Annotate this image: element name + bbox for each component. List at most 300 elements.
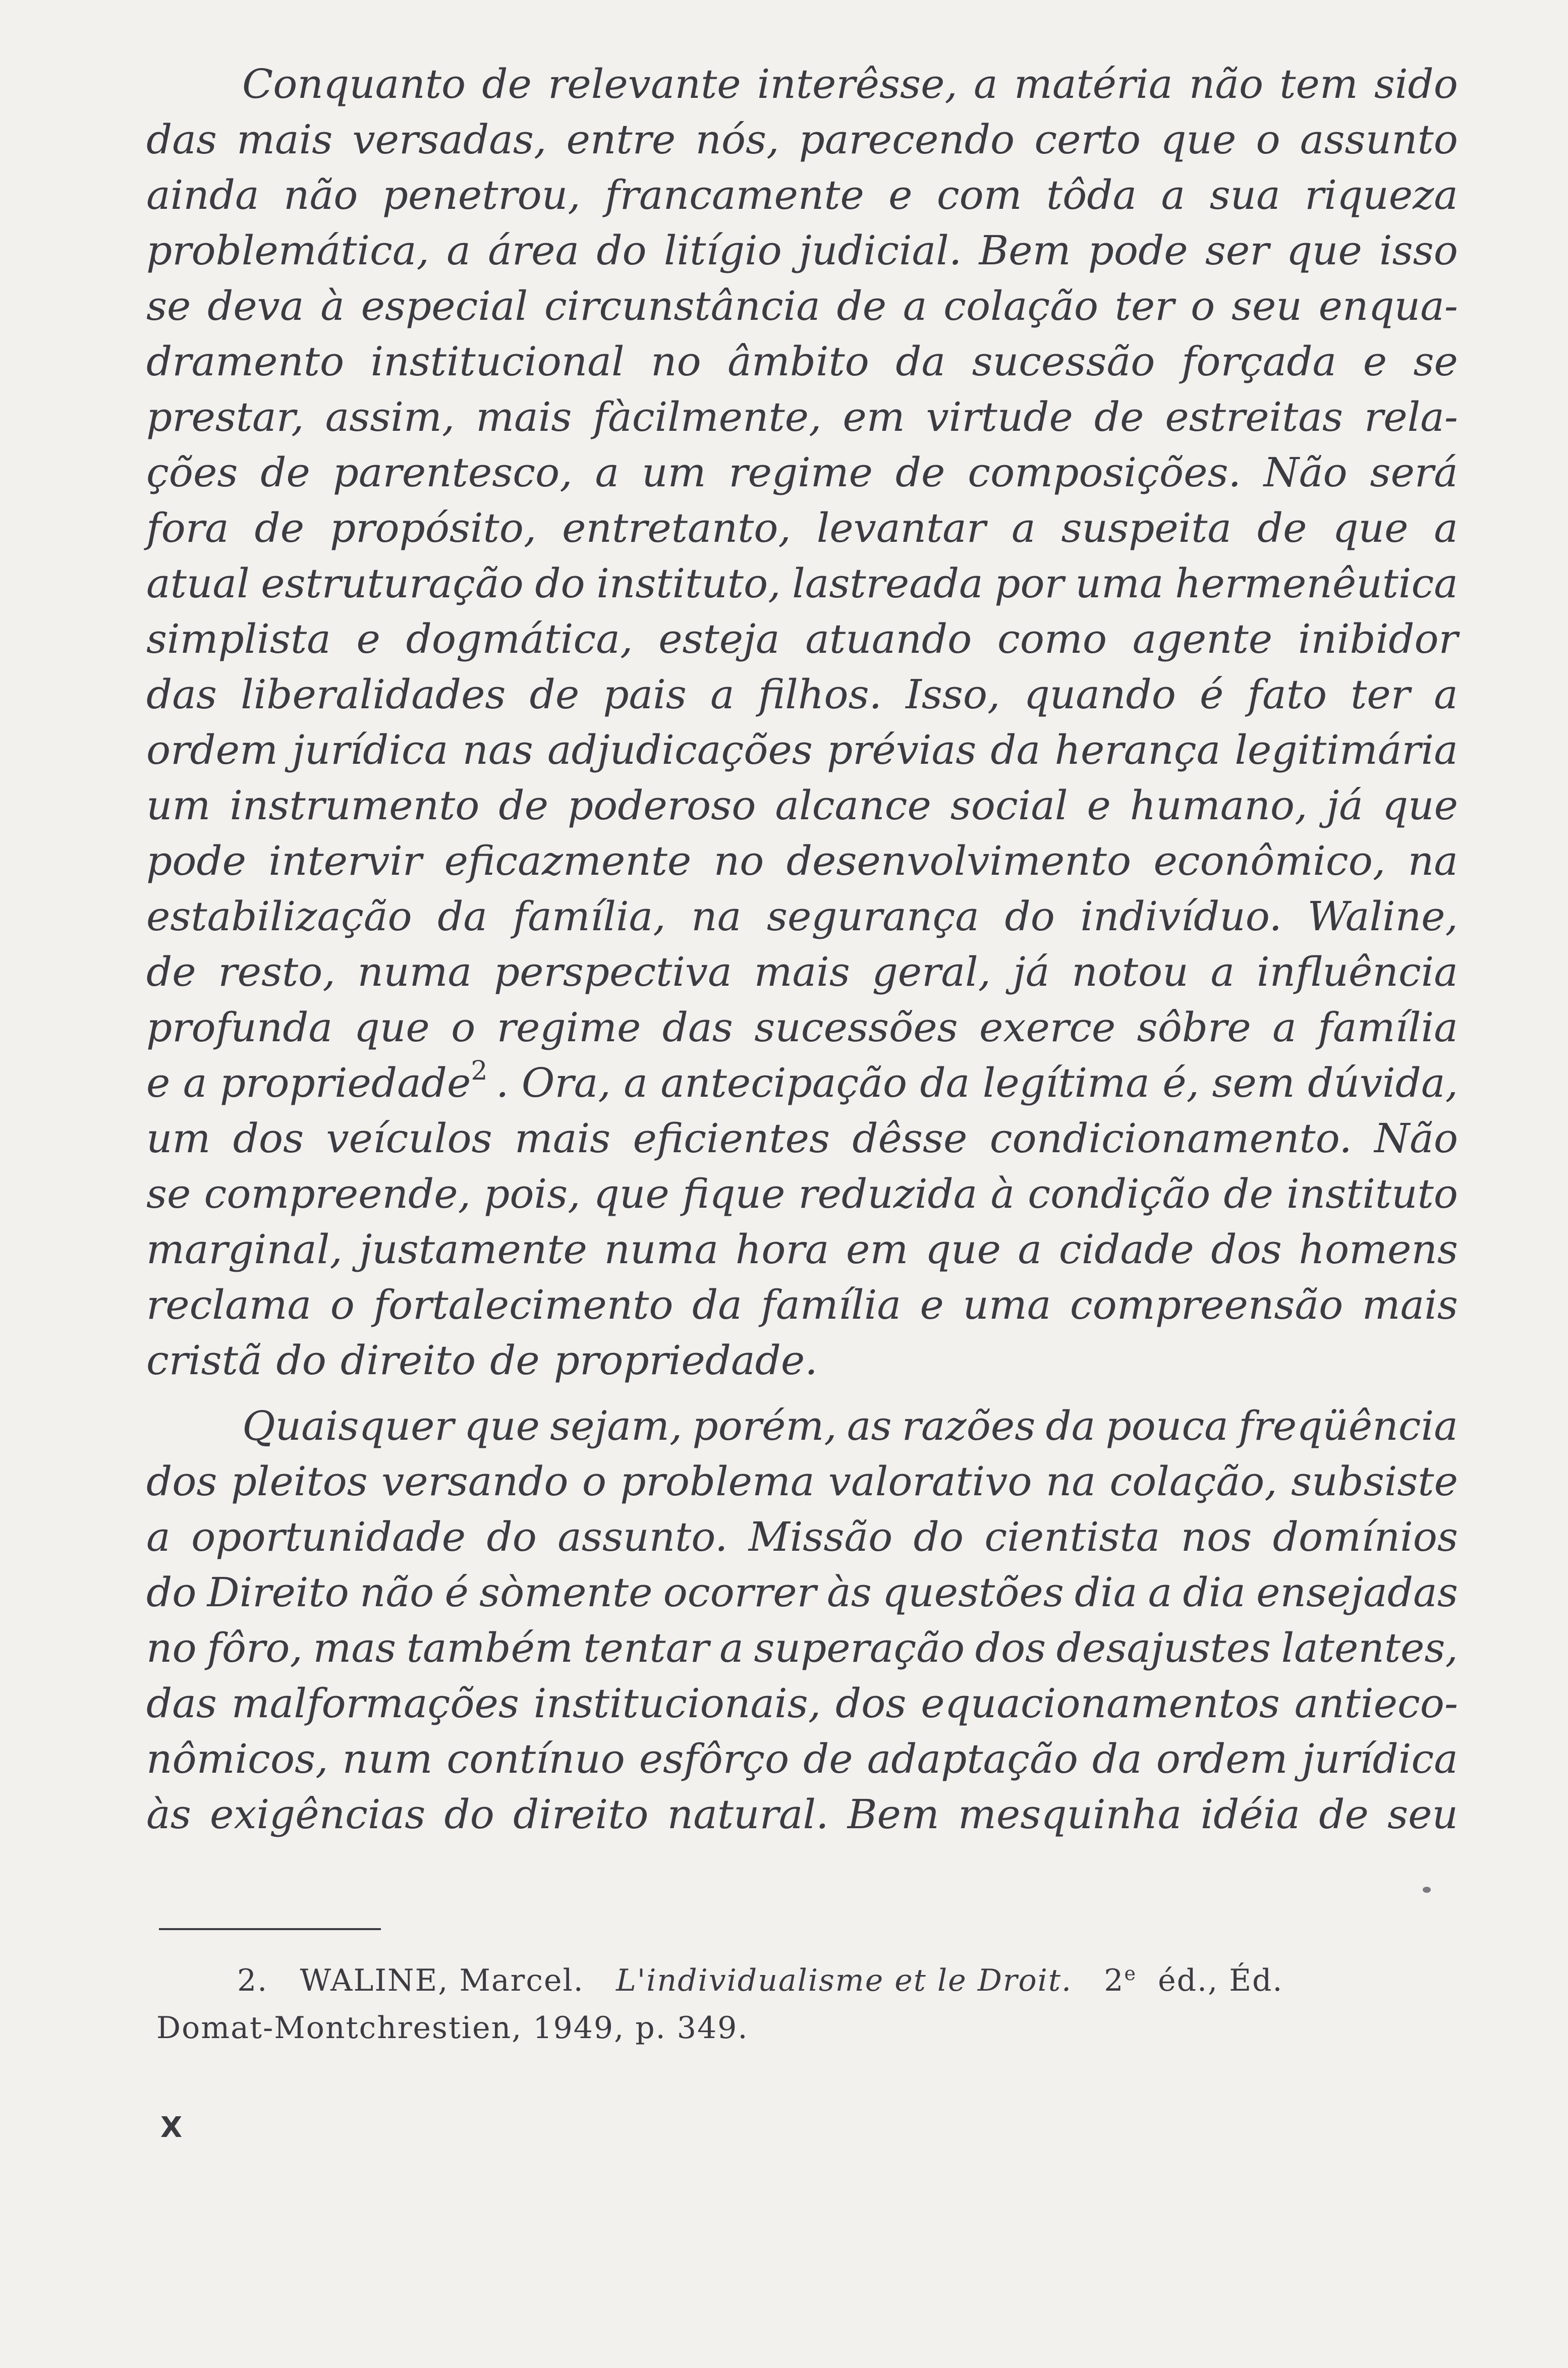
word: rela- — [1364, 393, 1458, 440]
word: família, — [513, 893, 666, 940]
word: colação, — [1109, 1458, 1277, 1505]
word: reclama — [146, 1281, 312, 1328]
word: jurídica — [292, 726, 449, 773]
word: problema — [620, 1458, 815, 1505]
text-line — [146, 393, 1458, 449]
word: parentesco, — [332, 449, 573, 496]
word: um — [146, 1115, 211, 1162]
word: de — [482, 61, 532, 107]
word: um — [642, 449, 706, 496]
word: instrumento — [230, 782, 480, 829]
word: de — [895, 449, 945, 496]
word: humano, — [1130, 782, 1308, 829]
word: nós, — [695, 116, 779, 163]
word: problemática, — [146, 227, 429, 274]
text-line — [146, 1281, 1458, 1337]
word: nas — [462, 726, 533, 773]
word: poderoso — [567, 782, 756, 829]
word: resto, — [218, 948, 335, 995]
word: litígio — [663, 227, 782, 274]
word: composições. — [968, 449, 1241, 496]
word: circunstância — [544, 283, 820, 329]
page-number: X — [160, 2111, 183, 2144]
word: da — [437, 893, 488, 940]
word: filhos. — [758, 671, 882, 718]
word: malformações — [231, 1680, 519, 1727]
word: a — [1210, 948, 1235, 995]
word: latentes, — [1281, 1624, 1458, 1671]
word: por — [994, 560, 1064, 607]
word: que — [1160, 116, 1237, 163]
word: na — [1045, 1458, 1096, 1505]
word: de — [836, 283, 887, 329]
word: no — [146, 1624, 197, 1671]
word: desenvolvimento — [786, 837, 1132, 884]
word: às — [827, 1569, 872, 1616]
word: do — [146, 1569, 197, 1616]
word: legitimária — [1235, 726, 1458, 773]
word: alcance — [775, 782, 931, 829]
word: sido — [1374, 61, 1458, 107]
word: fortalecimento — [373, 1281, 674, 1328]
word: não — [284, 172, 358, 218]
word: idéia — [1200, 1791, 1301, 1838]
stray-mark — [1423, 1887, 1431, 1893]
text-line — [146, 1791, 1458, 1846]
word: atual — [146, 560, 250, 607]
word: subsiste — [1291, 1458, 1458, 1505]
word: notou — [1072, 948, 1189, 995]
word: cidade — [1058, 1226, 1194, 1273]
word: profunda — [146, 1004, 333, 1051]
word: dia — [1183, 1569, 1246, 1616]
text-line — [146, 1004, 1458, 1059]
line-start: e a propriedade$^2$ — [146, 1056, 488, 1106]
word: da — [990, 726, 1041, 773]
word: econômico, — [1153, 837, 1386, 884]
text-line — [146, 1624, 1458, 1680]
word: regime — [729, 449, 873, 496]
word: que — [1382, 782, 1458, 829]
word: que — [464, 1402, 540, 1449]
word: pode — [146, 837, 246, 884]
word: do — [444, 1791, 494, 1838]
word: fique — [682, 1170, 786, 1217]
word: Bem — [847, 1791, 939, 1838]
word: sòmente — [479, 1569, 653, 1616]
word: da — [1092, 1735, 1142, 1782]
word: de — [1319, 1791, 1369, 1838]
word: de — [529, 671, 580, 718]
word: condição — [1028, 1170, 1211, 1217]
footnote-edition: éd., Éd. — [1158, 1963, 1283, 1998]
word: ordem — [1156, 1735, 1288, 1782]
word: indivíduo. — [1080, 893, 1282, 940]
word: marginal, — [146, 1226, 343, 1273]
word: versando — [381, 1458, 569, 1505]
text-line — [146, 116, 1458, 172]
word: matéria — [1014, 61, 1173, 107]
word: a — [446, 227, 471, 274]
word: dos — [975, 1624, 1046, 1671]
word: fora — [146, 504, 229, 551]
word: nômicos, — [146, 1735, 328, 1782]
word: a — [595, 449, 620, 496]
text-line — [146, 671, 1458, 726]
word: e — [1087, 782, 1111, 829]
word: pode — [1088, 227, 1188, 274]
word: sôbre — [1137, 1004, 1251, 1051]
word: homens — [1299, 1226, 1458, 1273]
word: versadas, — [352, 116, 547, 163]
word: estreitas — [1165, 393, 1343, 440]
word: uma — [1075, 560, 1164, 607]
word: quando — [1024, 671, 1176, 718]
word: a — [146, 1513, 171, 1560]
word: à — [320, 283, 345, 329]
word: sucessão — [972, 338, 1155, 385]
word: atuando — [805, 615, 972, 662]
word: já — [1326, 782, 1363, 829]
word: herança — [1054, 726, 1221, 773]
word: enqua- — [1318, 283, 1458, 329]
word: que — [1332, 504, 1409, 551]
word: dia — [1074, 1569, 1138, 1616]
footnote-line-2: Domat-Montchrestien, 1949, p. 349. — [156, 2010, 749, 2046]
word: que — [593, 1170, 669, 1217]
word: área — [488, 227, 580, 274]
word: intervir — [268, 837, 422, 884]
word: sucessões — [754, 1004, 958, 1051]
word: penetrou, — [382, 172, 581, 218]
word: da — [895, 338, 946, 385]
word: como — [997, 615, 1107, 662]
word: mais — [515, 1115, 611, 1162]
word: assim, — [325, 393, 455, 440]
text-line — [146, 837, 1458, 893]
word: hermenêutica — [1175, 560, 1458, 607]
word: as — [847, 1402, 892, 1449]
word: é — [1200, 671, 1224, 718]
word: questões — [882, 1569, 1064, 1616]
word: no — [713, 837, 764, 884]
word: de — [1257, 504, 1307, 551]
word: das — [146, 1680, 217, 1727]
text-line — [242, 61, 1458, 116]
word: seu — [1231, 283, 1302, 329]
word: das — [662, 1004, 733, 1051]
word: dogmática, — [406, 615, 633, 662]
text-line — [146, 1513, 1458, 1569]
word: dos — [233, 1115, 304, 1162]
word: a — [1434, 671, 1458, 718]
word: ensejadas — [1256, 1569, 1458, 1616]
word: de — [498, 782, 548, 829]
word: agente — [1132, 615, 1273, 662]
word: do — [535, 560, 585, 607]
word: dos — [1211, 1226, 1282, 1273]
word: é — [444, 1569, 469, 1616]
text-line — [146, 1115, 1458, 1170]
word: família — [1318, 1004, 1458, 1051]
word: a — [710, 671, 735, 718]
word: o — [330, 1281, 355, 1328]
word: e — [888, 172, 913, 218]
word: instituto, — [596, 560, 781, 607]
word: uma — [963, 1281, 1051, 1328]
word: Waline, — [1307, 893, 1458, 940]
text-line — [146, 504, 1458, 560]
word: das — [146, 116, 217, 163]
word: Quaisquer — [242, 1402, 454, 1449]
text-line — [146, 726, 1458, 782]
footnote — [237, 1962, 1549, 1998]
word: mesquinha — [958, 1791, 1182, 1838]
word: âmbito — [727, 338, 869, 385]
word: ordem — [146, 726, 278, 773]
word: pois, — [484, 1170, 581, 1217]
word: certo — [1034, 116, 1141, 163]
word: Não — [1374, 1115, 1458, 1162]
word: pouca — [1105, 1402, 1228, 1449]
word: levantar — [816, 504, 986, 551]
word: freqüência — [1239, 1402, 1458, 1449]
word: a — [974, 61, 998, 107]
word: a — [1148, 1569, 1172, 1616]
word: social — [950, 782, 1068, 829]
word: eficazmente — [444, 837, 692, 884]
word: o — [1256, 116, 1280, 163]
word: do — [276, 1337, 326, 1384]
word: exerce — [979, 1004, 1116, 1051]
word: se — [146, 1170, 191, 1217]
text-line — [146, 1226, 1458, 1281]
word: numa — [604, 1226, 719, 1273]
word: já — [1013, 948, 1050, 995]
word: Missão — [748, 1513, 893, 1560]
word: a — [903, 283, 927, 329]
word: judicial. — [799, 227, 962, 274]
word: mas — [313, 1624, 397, 1671]
word: se — [146, 283, 191, 329]
footnote-title: L'individualisme et le Droit. — [615, 1963, 1073, 1998]
word: isso — [1379, 227, 1458, 274]
text-line — [146, 338, 1458, 393]
word: num — [342, 1735, 433, 1782]
word: instituto — [1286, 1170, 1458, 1217]
word: na — [1408, 837, 1458, 884]
word: de — [1094, 393, 1144, 440]
word: família — [761, 1281, 902, 1328]
word: dêsse — [852, 1115, 968, 1162]
word: simplista — [146, 615, 331, 662]
word: também — [406, 1624, 573, 1671]
word: natural. — [667, 1791, 829, 1838]
text-line — [146, 283, 1458, 338]
text-line — [146, 615, 1458, 671]
word: oportunidade — [191, 1513, 466, 1560]
word: Conquanto — [242, 61, 466, 107]
word: do — [486, 1513, 537, 1560]
word: das — [146, 671, 217, 718]
word: perspectiva — [493, 948, 732, 995]
word: ainda — [146, 172, 259, 218]
word: prévias — [826, 726, 977, 773]
word: fàcilmente, — [593, 393, 822, 440]
word: Direito — [207, 1569, 349, 1616]
text-line — [146, 1337, 1458, 1392]
word: ter — [1114, 283, 1174, 329]
text-line — [146, 1680, 1458, 1735]
word: no — [651, 338, 701, 385]
word: parecendo — [799, 116, 1015, 163]
word: entre — [566, 116, 676, 163]
word: valorativo — [828, 1458, 1032, 1505]
text-line — [146, 1735, 1458, 1791]
text-line — [146, 1458, 1458, 1513]
word: do — [913, 1513, 964, 1560]
word: lastreada — [792, 560, 983, 607]
word: que — [925, 1226, 1001, 1273]
word: o — [582, 1458, 606, 1505]
footnote-edition-number: 2 — [1104, 1963, 1125, 1998]
text-line — [146, 560, 1458, 615]
word: hora — [735, 1226, 829, 1273]
word: às — [146, 1791, 191, 1838]
word: cientista — [984, 1513, 1160, 1560]
word: propósito, — [329, 504, 537, 551]
word: será — [1370, 449, 1458, 496]
word: adaptação — [867, 1735, 1078, 1782]
word: influência — [1257, 948, 1458, 995]
word: propriedade. — [553, 1337, 818, 1384]
word: exigências — [210, 1791, 426, 1838]
word: não — [1189, 61, 1264, 107]
text-line — [146, 893, 1458, 948]
word: direito — [513, 1791, 649, 1838]
word: em — [846, 1226, 909, 1273]
word: não — [359, 1569, 434, 1616]
word: esfôrço — [639, 1735, 790, 1782]
word: estruturação — [261, 560, 524, 607]
word: do — [596, 227, 647, 274]
word: eficientes — [633, 1115, 830, 1162]
word: a — [1434, 504, 1458, 551]
word: fato — [1247, 671, 1327, 718]
word: compreensão — [1070, 1281, 1343, 1328]
word: esteja — [658, 615, 780, 662]
word: dos — [835, 1680, 907, 1727]
text-line — [242, 1402, 1458, 1458]
word: superação — [754, 1624, 965, 1671]
footnote-reference[interactable]: 2 — [471, 1056, 488, 1087]
word: prestar, — [146, 393, 304, 440]
word: na — [691, 893, 742, 940]
word: liberalidades — [241, 671, 506, 718]
word: Não — [1263, 449, 1348, 496]
word: se — [1413, 338, 1458, 385]
word: ções — [146, 449, 238, 496]
word: entretanto, — [562, 504, 791, 551]
word: que — [1286, 227, 1362, 274]
word: que — [354, 1004, 430, 1051]
word: ser — [1205, 227, 1269, 274]
word: com — [936, 172, 1022, 218]
word: um — [146, 782, 211, 829]
word: assunto. — [557, 1513, 728, 1560]
word: de — [803, 1735, 853, 1782]
line-end: . Ora, a antecipação da legítima é, sem dúvida, — [496, 1059, 1458, 1106]
word: razões — [902, 1402, 1036, 1449]
word: de — [1223, 1170, 1273, 1217]
word: institucionais, — [533, 1680, 821, 1727]
word: tôda — [1046, 172, 1137, 218]
text-line-with-footnote-ref — [146, 1056, 1458, 1115]
word: tentar — [583, 1624, 709, 1671]
word: sua — [1209, 172, 1280, 218]
word: ter — [1351, 671, 1411, 718]
word: justamente — [359, 1226, 587, 1273]
word: a — [1161, 172, 1186, 218]
word: compreende, — [204, 1170, 471, 1217]
word: deva — [207, 283, 304, 329]
word: estabilização — [146, 893, 412, 940]
word: da — [692, 1281, 742, 1328]
word: fôro, — [207, 1624, 303, 1671]
word: a — [719, 1624, 744, 1671]
word: especial — [361, 283, 528, 329]
word: a — [1272, 1004, 1297, 1051]
word: interêsse, — [757, 61, 958, 107]
text-line — [146, 1569, 1458, 1624]
word: de — [260, 449, 310, 496]
word: mais — [237, 116, 333, 163]
word: geral, — [872, 948, 991, 995]
word: de — [490, 1337, 540, 1384]
footnote-author: WALINE, Marcel. — [300, 1963, 584, 1998]
word: da — [1045, 1402, 1096, 1449]
word: direito — [340, 1337, 476, 1384]
word: Bem — [979, 227, 1071, 274]
word: o — [451, 1004, 476, 1051]
footnote-edition-superscript: e — [1124, 1962, 1137, 1985]
word: forçada — [1181, 338, 1337, 385]
word: reduzida — [798, 1170, 978, 1217]
word: do — [1004, 893, 1055, 940]
word: domínios — [1272, 1513, 1458, 1560]
word: pleitos — [231, 1458, 368, 1505]
word: dos — [146, 1458, 217, 1505]
text-line — [146, 782, 1458, 837]
word: adjudicações — [547, 726, 813, 773]
word: dramento — [146, 338, 345, 385]
word: assunto — [1300, 116, 1458, 163]
word: Isso, — [906, 671, 1000, 718]
word: a — [1011, 504, 1036, 551]
word: condicionamento. — [989, 1115, 1352, 1162]
word: porém, — [692, 1402, 837, 1449]
text-line — [146, 1170, 1458, 1226]
word: seu — [1387, 1791, 1458, 1838]
word: mais — [1362, 1281, 1458, 1328]
text-line — [146, 172, 1458, 227]
word: relevante — [548, 61, 741, 107]
word: antieco- — [1294, 1680, 1458, 1727]
word: pais — [603, 671, 687, 718]
text-line — [146, 948, 1458, 1004]
word: institucional — [370, 338, 625, 385]
text-line — [146, 227, 1458, 283]
